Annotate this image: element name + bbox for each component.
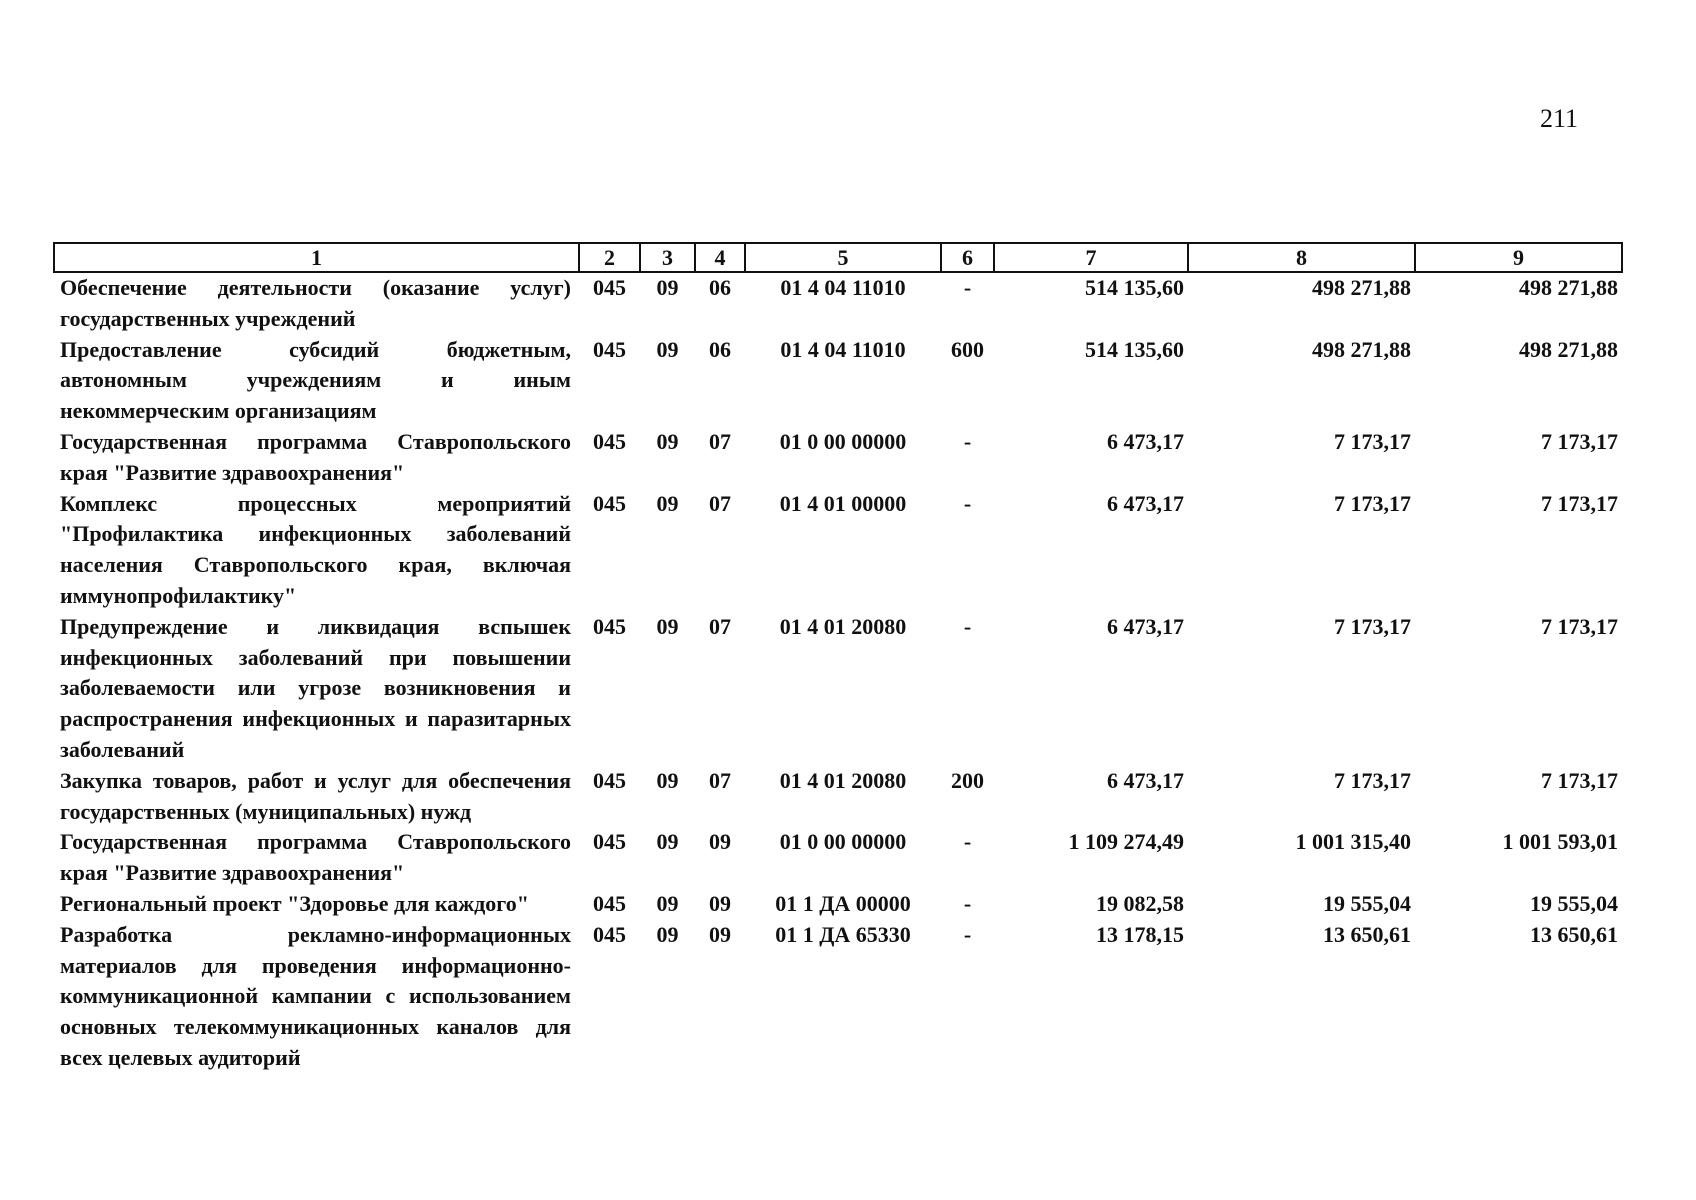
header-cell: 9 bbox=[1415, 243, 1622, 272]
row-c7: 13 178,15 bbox=[1096, 921, 1184, 947]
row-c9: 7 173,17 bbox=[1541, 428, 1618, 454]
table-row bbox=[54, 272, 1622, 335]
table-row bbox=[54, 489, 1622, 612]
row-c7: 6 473,17 bbox=[1107, 428, 1184, 454]
table-row bbox=[54, 612, 1622, 766]
row-c7: 6 473,17 bbox=[1107, 490, 1184, 516]
row-c3: 09 bbox=[656, 428, 679, 454]
row-c8: 498 271,88 bbox=[1312, 336, 1411, 362]
row-c9: 498 271,88 bbox=[1519, 336, 1618, 362]
row-c2: 045 bbox=[593, 490, 626, 516]
row-c5: 01 0 00 00000 bbox=[779, 428, 907, 454]
row-c3: 09 bbox=[656, 336, 679, 362]
row-c6: - bbox=[963, 829, 972, 855]
row-c2: 045 bbox=[593, 428, 626, 454]
header-cell: 7 bbox=[994, 243, 1188, 272]
row-c6: - bbox=[963, 890, 972, 916]
row-c2: 045 bbox=[593, 921, 626, 947]
row-c2: 045 bbox=[593, 829, 626, 855]
row-name: Предупреждение и ликвидация вспышек инфекционных заболеваний при повышении заболеваемости или угрозе возникновения и распространения инфекционных и паразитарных заболеваний bbox=[60, 613, 571, 762]
row-c7: 6 473,17 bbox=[1107, 613, 1184, 639]
row-c5: 01 0 00 00000 bbox=[779, 829, 907, 855]
row-c8: 1 001 315,40 bbox=[1295, 829, 1411, 855]
row-c4: 09 bbox=[709, 829, 731, 855]
row-c8: 7 173,17 bbox=[1334, 490, 1411, 516]
row-c5: 01 4 01 20080 bbox=[779, 613, 907, 639]
row-c7: 1 109 274,49 bbox=[1068, 829, 1184, 855]
row-c8: 498 271,88 bbox=[1312, 275, 1411, 300]
row-c2: 045 bbox=[593, 336, 626, 362]
row-c5: 01 1 ДА 00000 bbox=[775, 890, 911, 916]
table-row bbox=[54, 335, 1622, 427]
row-c9: 498 271,88 bbox=[1519, 275, 1618, 300]
row-c2: 045 bbox=[593, 767, 626, 793]
row-c3: 09 bbox=[656, 613, 679, 639]
row-c4: 09 bbox=[709, 921, 731, 947]
row-c8: 19 555,04 bbox=[1323, 890, 1411, 916]
row-c9: 7 173,17 bbox=[1541, 490, 1618, 516]
row-c5: 01 4 01 20080 bbox=[779, 767, 907, 793]
row-c8: 7 173,17 bbox=[1334, 767, 1411, 793]
row-c9: 7 173,17 bbox=[1541, 767, 1618, 793]
row-c2: 045 bbox=[593, 275, 626, 300]
row-name: Комплекс процессных мероприятий "Профилактика инфекционных заболеваний населения Ставропольского края, включая иммунопрофилактику" bbox=[60, 490, 571, 608]
table-row bbox=[54, 920, 1622, 1074]
row-c9: 1 001 593,01 bbox=[1502, 829, 1618, 855]
row-name: Региональный проект "Здоровье для каждого" bbox=[60, 890, 529, 916]
row-c7: 514 135,60 bbox=[1085, 275, 1184, 300]
row-c6: - bbox=[963, 613, 972, 639]
row-c6: - bbox=[963, 428, 972, 454]
header-row bbox=[54, 243, 1622, 272]
table-row bbox=[54, 766, 1622, 828]
row-name: Государственная программа Ставропольского края "Развитие здравоохранения" bbox=[60, 829, 571, 886]
table-row bbox=[54, 827, 1622, 889]
row-c7: 19 082,58 bbox=[1096, 890, 1184, 916]
row-c8: 7 173,17 bbox=[1334, 428, 1411, 454]
row-c3: 09 bbox=[656, 829, 679, 855]
row-c6: 200 bbox=[951, 767, 984, 793]
row-c5: 01 4 04 11010 bbox=[780, 336, 906, 362]
header-cell: 6 bbox=[941, 243, 994, 272]
header-cell: 3 bbox=[640, 243, 695, 272]
row-name: Обеспечение деятельности (оказание услуг) государственных учреждений bbox=[60, 275, 571, 331]
row-c3: 09 bbox=[656, 921, 679, 947]
row-c4: 06 bbox=[709, 275, 731, 300]
row-c5: 01 4 01 00000 bbox=[779, 490, 907, 516]
table-row bbox=[54, 889, 1622, 920]
row-c3: 09 bbox=[656, 890, 679, 916]
row-c4: 07 bbox=[709, 490, 731, 516]
row-name: Закупка товаров, работ и услуг для обеспечения государственных (муниципальных) нужд bbox=[60, 767, 571, 824]
row-c9: 13 650,61 bbox=[1530, 921, 1618, 947]
header-cell: 5 bbox=[745, 243, 941, 272]
row-c4: 09 bbox=[709, 890, 731, 916]
row-c9: 19 555,04 bbox=[1530, 890, 1618, 916]
row-c5: 01 4 04 11010 bbox=[780, 275, 906, 300]
row-c6: 600 bbox=[951, 336, 984, 362]
header-cell: 1 bbox=[54, 243, 579, 272]
row-c3: 09 bbox=[656, 275, 679, 300]
row-c3: 09 bbox=[656, 490, 679, 516]
row-name: Предоставление субсидий бюджетным, автономным учреждениям и иным некоммерческим организациям bbox=[60, 336, 571, 424]
row-c4: 07 bbox=[709, 767, 731, 793]
row-c8: 13 650,61 bbox=[1323, 921, 1411, 947]
row-c6: - bbox=[963, 275, 972, 300]
row-c2: 045 bbox=[593, 890, 626, 916]
row-c9: 7 173,17 bbox=[1541, 613, 1618, 639]
row-c8: 7 173,17 bbox=[1334, 613, 1411, 639]
row-c4: 06 bbox=[709, 336, 731, 362]
row-c4: 07 bbox=[709, 613, 731, 639]
row-c6: - bbox=[963, 921, 972, 947]
page-number: 211 bbox=[1540, 104, 1579, 133]
row-c2: 045 bbox=[593, 613, 626, 639]
table-row bbox=[54, 427, 1622, 489]
row-name: Разработка рекламно-информационных материалов для проведения информационно-коммуникационной кампании с использованием основных телекоммуникационных каналов для всех целевых аудиторий bbox=[60, 921, 571, 1070]
row-c7: 514 135,60 bbox=[1085, 336, 1184, 362]
row-c7: 6 473,17 bbox=[1107, 767, 1184, 793]
header-cell: 8 bbox=[1188, 243, 1415, 272]
row-c6: - bbox=[963, 490, 972, 516]
row-c4: 07 bbox=[709, 428, 731, 454]
row-c5: 01 1 ДА 65330 bbox=[775, 921, 911, 947]
budget-table bbox=[53, 242, 1623, 1074]
row-c3: 09 bbox=[656, 767, 679, 793]
header-cell: 4 bbox=[695, 243, 745, 272]
header-cell: 2 bbox=[579, 243, 640, 272]
row-name: Государственная программа Ставропольского края "Развитие здравоохранения" bbox=[60, 428, 571, 485]
